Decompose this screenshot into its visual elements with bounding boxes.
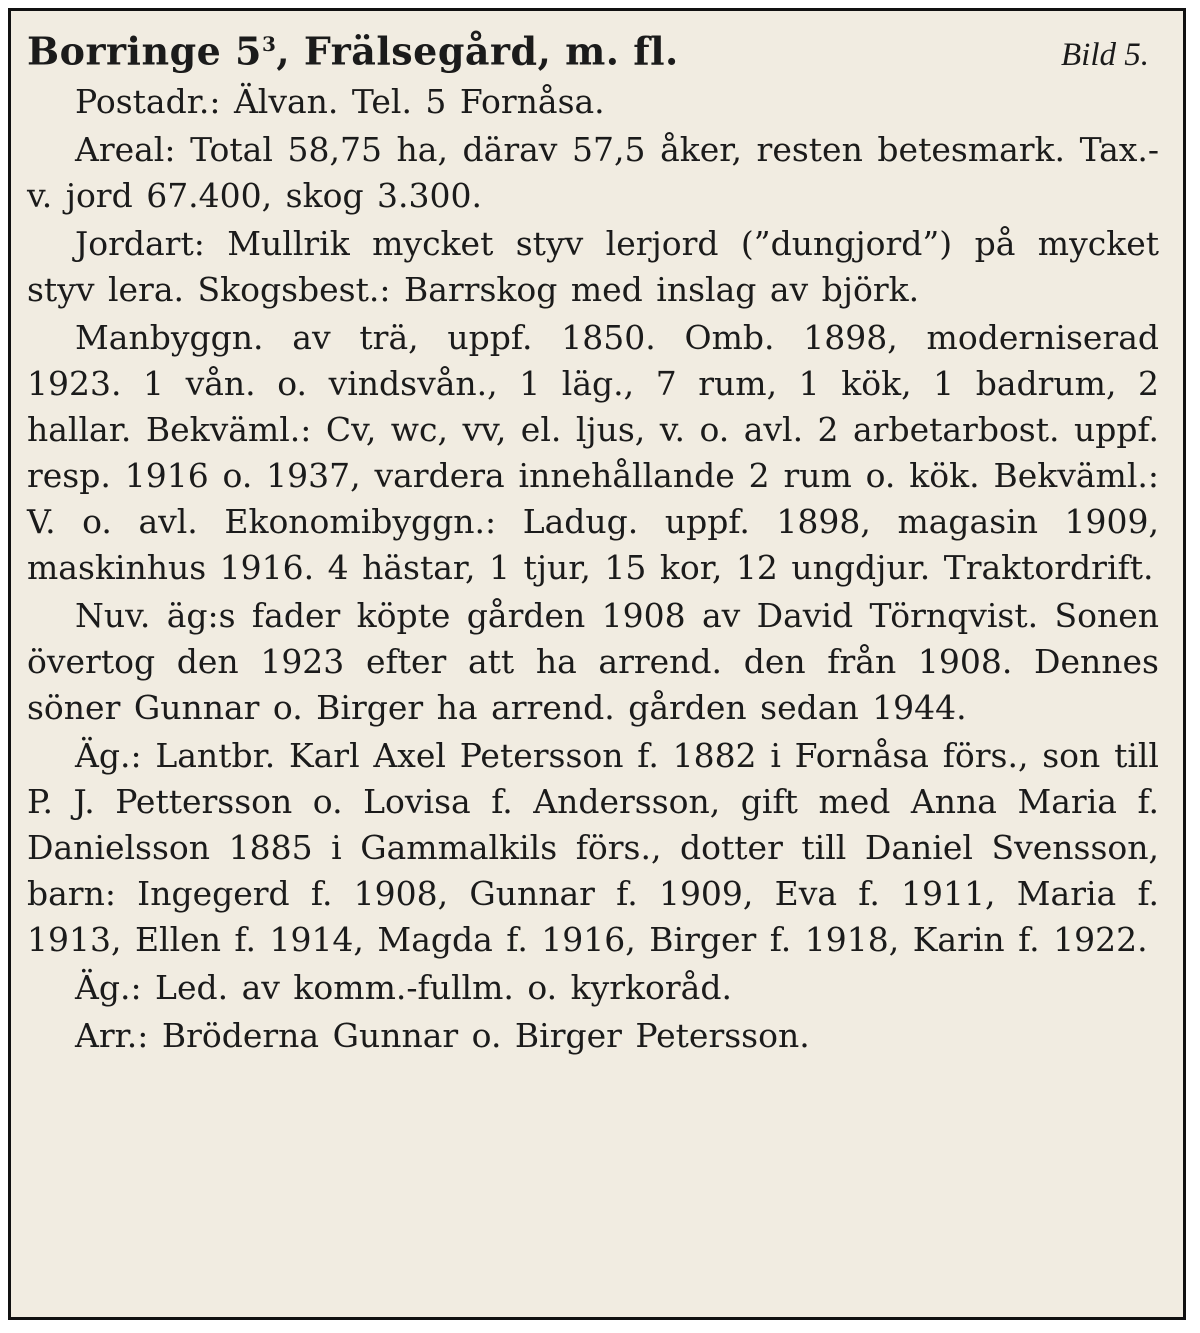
postal-address-paragraph: Postadr.: Älvan. Tel. 5 Fornåsa.: [75, 82, 605, 121]
image-reference: Bild 5.: [1061, 36, 1149, 73]
entry-heading: [27, 21, 1159, 79]
history-paragraph: Nuv. äg:s fader köpte gården 1908 av David Törnqvist. Sonen övertog den 1923 efter att ha arrend. den från 1908. Dennes söner Gunnar o. Birger ha arrend. gården sedan 1944.: [27, 596, 1159, 727]
tenants-paragraph: Arr.: Bröderna Gunnar o. Birger Petersson.: [75, 1016, 810, 1055]
page-frame: [8, 8, 1186, 1320]
title-superscript: 3: [262, 32, 277, 56]
title-main: Borringe 5: [27, 28, 262, 74]
title-rest: , Frälsegård, m. fl.: [276, 28, 679, 74]
entry-title: [27, 21, 679, 75]
document-page: [27, 21, 1159, 1061]
buildings-paragraph: Manbyggn. av trä, uppf. 1850. Omb. 1898, moderniserad 1923. 1 vån. o. vindsvån., 1 läg., 7 rum, 1 kök, 1 badrum, 2 hallar. Bekväml.: Cv, wc, vv, el. ljus, v. o. avl. 2 arbetarbost. uppf. resp. 1916 o. 1937, vardera innehållande 2 rum o. kök. Bekväml.: V. o. avl. Ekonomibyggn.: Ladug. uppf. 1898, magasin 1909, maskinhus 1916. 4 hästar, 1 tjur, 15 kor, 12 ungdjur. Traktordrift.: [27, 318, 1159, 587]
soil-paragraph: Jordart: Mullrik mycket styv lerjord (”dungjord”) på mycket styv lera. Skogsbest.: Barrskog med inslag av björk.: [27, 224, 1159, 309]
owner-offices-paragraph: Äg.: Led. av komm.-fullm. o. kyrkoråd.: [75, 968, 732, 1007]
owner-paragraph: Äg.: Lantbr. Karl Axel Petersson f. 1882 i Fornåsa förs., son till P. J. Pettersson o. Lovisa f. Andersson, gift med Anna Maria f. Danielsson 1885 i Gammalkils förs., dotter till Daniel Svensson, barn: Ingegerd f. 1908, Gunnar f. 1909, Eva f. 1911, Maria f. 1913, Ellen f. 1914, Magda f. 1916, Birger f. 1918, Karin f. 1922.: [27, 736, 1159, 959]
area-paragraph: Areal: Total 58,75 ha, därav 57,5 åker, resten betesmark. Tax.-v. jord 67.400, skog 3.300.: [27, 130, 1159, 215]
